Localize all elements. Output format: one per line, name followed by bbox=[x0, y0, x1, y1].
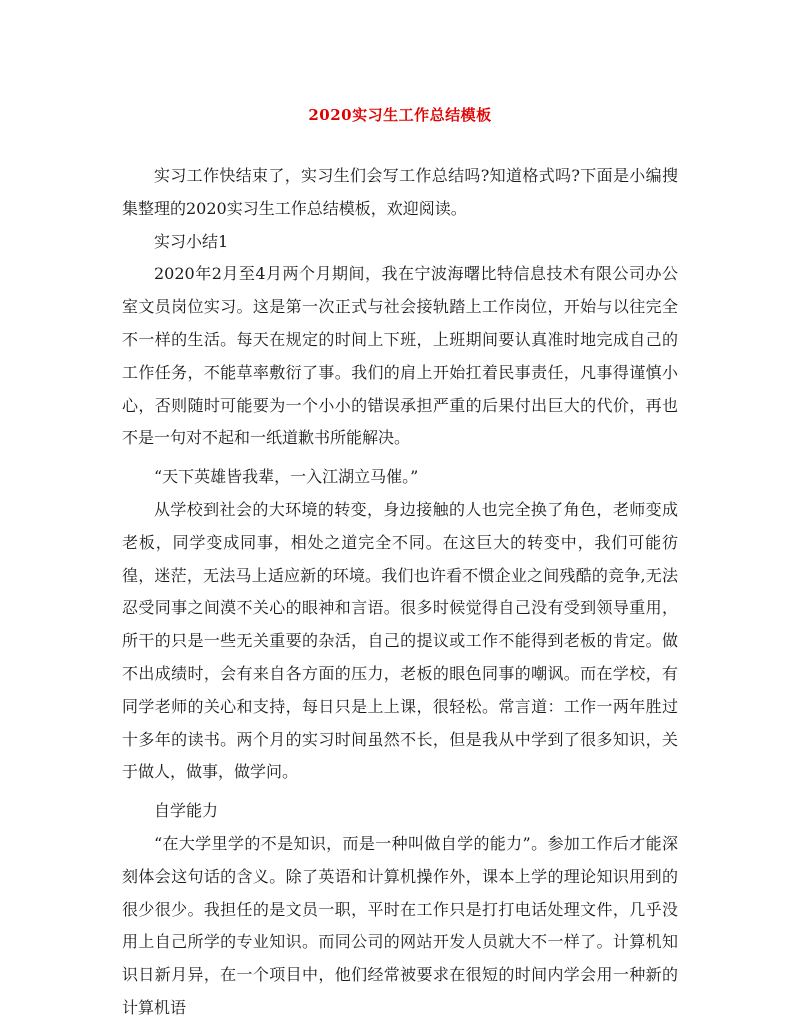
section-heading-self-learning: 自学能力 bbox=[154, 801, 219, 821]
intro-paragraph: 实习工作快结束了，实习生们会写工作总结吗?知道格式吗?下面是小编搜集整理的2020实习生工作总结模板，欢迎阅读。 bbox=[122, 166, 678, 218]
section-heading-summary-1: 实习小结1 bbox=[154, 231, 229, 251]
document-title: 2020实习生工作总结模板 bbox=[308, 106, 492, 124]
quote-paragraph: “天下英雄皆我辈，一入江湖立马催。” bbox=[154, 467, 419, 487]
internship-paragraph: 2020年2月至4月两个月期间，我在宁波海曙比特信息技术有限公司办公室文员岗位实习。这是第一次正式与社会接轨踏上工作岗位，开始与以往完全不一样的生活。每天在规定的时间上下班，上班期间要认真准时地完成自己的工作任务，不能草率敷衍了事。我们的肩上开始扛着民事责任，凡事得谨慎小心，否则随时可能要为一个小小的错误承担严重的后果付出巨大的代价，再也不是一句对不起和一纸道歉书所能解决。 bbox=[122, 264, 678, 448]
self-learning-paragraph: “在大学里学的不是知识，而是一种叫做自学的能力”。参加工作后才能深刻体会这句话的含义。除了英语和计算机操作外，课本上学的理论知识用到的很少很少。我担任的是文员一职，平时在工作只是打打电话处理文件，几乎没用上自己所学的专业知识。而同公司的网站开发人员就大不一样了。计算机知识日新月异，在一个项目中，他们经常被要求在很短的时间内学会用一种新的计算机语 bbox=[122, 833, 678, 1017]
transition-paragraph: 从学校到社会的大环境的转变，身边接触的人也完全换了角色，老师变成老板，同学变成同事，相处之道完全不同。在这巨大的转变中，我们可能彷徨，迷茫，无法马上适应新的环境。我们也许看不惯企业之间残酷的竞争,无法忍受同事之间漠不关心的眼神和言语。很多时候觉得自己没有受到领导重用，所干的只是一些无关重要的杂活，自己的提议或工作不能得到老板的肯定。做不出成绩时，会有来自各方面的压力，老板的眼色同事的嘲讽。而在学校，有同学老师的关心和支持，每日只是上上课，很轻松。常言道：工作一两年胜过十多年的读书。两个月的实习时间虽然不长，但是我从中学到了很多知识，关于做人，做事，做学问。 bbox=[122, 499, 678, 782]
document-body bbox=[122, 160, 678, 1025]
